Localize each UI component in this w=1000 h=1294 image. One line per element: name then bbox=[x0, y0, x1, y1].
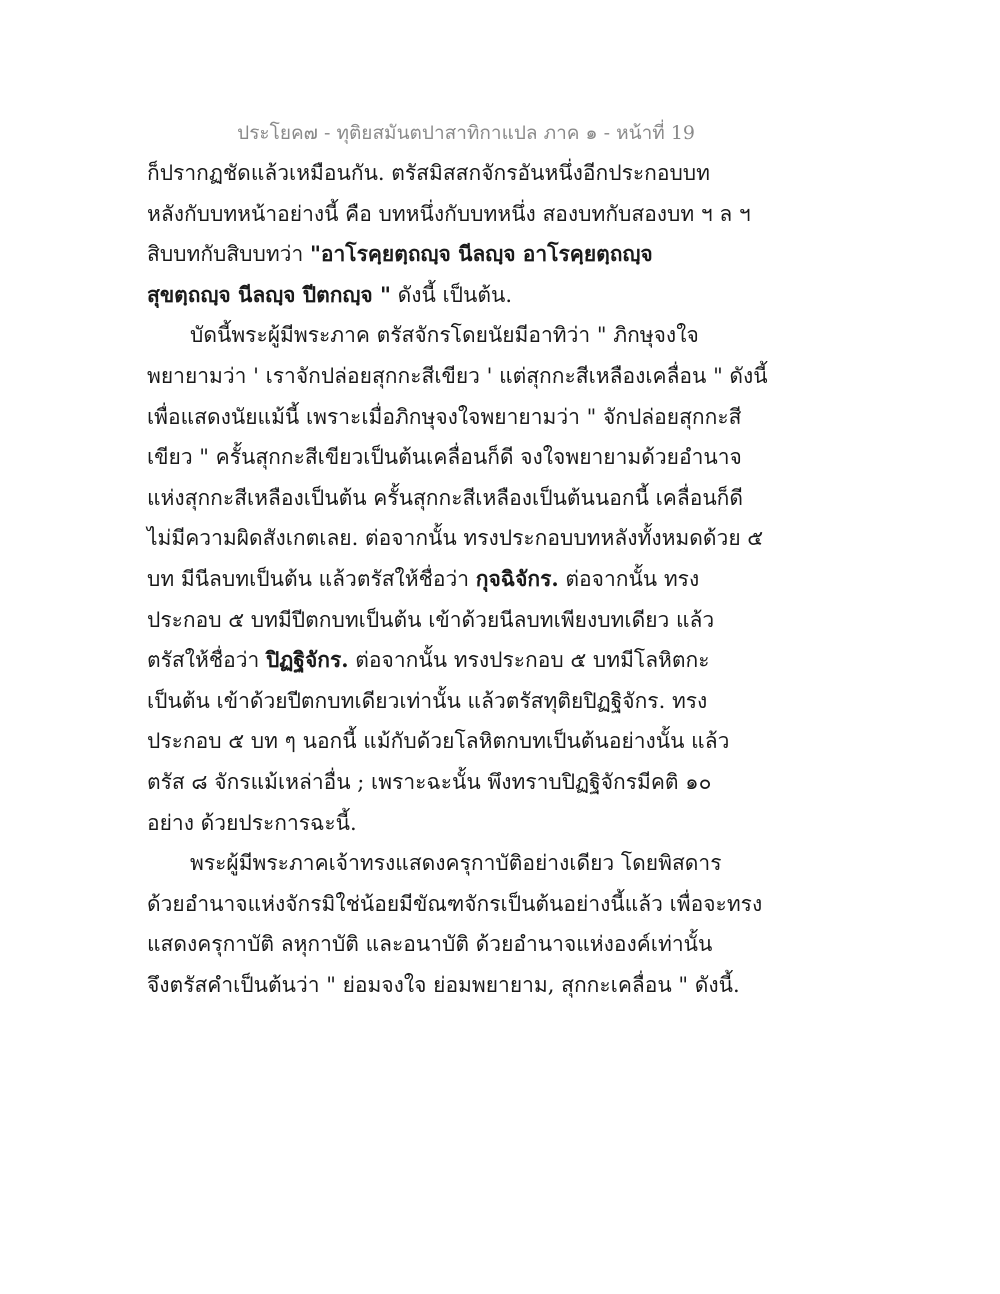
text-line bbox=[147, 808, 357, 840]
text-segment: แสดงครุกาบัติ ลหุกาบัติ และอนาบัติ ด้วยอำนาจแห่งองค์เท่านั้น bbox=[147, 932, 713, 956]
text-segment: สิบบทกับสิบบทว่า bbox=[147, 242, 310, 266]
text-segment: เขียว " ครั้นสุกกะสีเขียวเป็นต้นเคลื่อนก็ดี จงใจพยายามด้วยอำนาจ bbox=[147, 445, 742, 469]
bold-text-segment: "อาโรคฺยตฺถญฺจ นีลญฺจ อาโรคฺยตฺถญฺจ bbox=[309, 241, 653, 266]
text-line bbox=[147, 402, 741, 434]
text-segment: เป็นต้น เข้าด้วยปีตกบทเดียวเท่านั้น แล้วตรัสทุติยปิฏฐิจักร. ทรง bbox=[147, 689, 708, 713]
text-line bbox=[147, 523, 763, 555]
text-line bbox=[147, 280, 512, 312]
text-segment: ด้วยอำนาจแห่งจักรมิใช่น้อยมีขัณฑจักรเป็นต้นอย่างนี้แล้ว เพื่อจะทรง bbox=[147, 892, 763, 916]
text-segment: ต่อจากนั้น ทรง bbox=[558, 567, 700, 591]
text-segment: ดังนี้ เป็นต้น. bbox=[390, 283, 513, 307]
text-segment: ก็ปรากฏชัดแล้วเหมือนกัน. ตรัสมิสสกจักรอันหนึ่งอีกประกอบบท bbox=[147, 161, 710, 185]
text-line bbox=[147, 483, 743, 515]
text-line bbox=[147, 767, 711, 799]
text-line bbox=[147, 889, 762, 921]
text-segment: ตรัส ๘ จักรแม้เหล่าอื่น ; เพราะฉะนั้น พึงทราบปิฏฐิจักรมีคติ ๑๐ bbox=[147, 770, 712, 794]
text-segment: ต่อจากนั้น ทรงประกอบ ๕ บทมีโลหิตกะ bbox=[348, 648, 710, 672]
text-segment: จึงตรัสคำเป็นต้นว่า " ย่อมจงใจ ย่อมพยายาม, สุกกะเคลื่อน " ดังนี้. bbox=[147, 973, 740, 997]
text-segment: แห่งสุกกะสีเหลืองเป็นต้น ครั้นสุกกะสีเหลืองเป็นต้นนอกนี้ เคลื่อนก็ดี bbox=[147, 486, 744, 510]
text-segment: ประกอบ ๕ บทมีปีตกบทเป็นต้น เข้าด้วยนีลบทเพียงบทเดียว แล้ว bbox=[147, 608, 715, 632]
text-line bbox=[147, 645, 710, 677]
text-line bbox=[147, 361, 768, 393]
bold-text-segment: ปิฏฐิจักร. bbox=[265, 647, 349, 672]
text-line bbox=[147, 605, 714, 637]
text-line bbox=[147, 239, 653, 271]
text-line bbox=[190, 848, 721, 880]
text-line bbox=[147, 970, 740, 1002]
text-line bbox=[190, 320, 699, 352]
text-segment: พระผู้มีพระภาคเจ้าทรงแสดงครุกาบัติอย่างเดียว โดยพิสดาร bbox=[190, 851, 722, 875]
text-line bbox=[147, 442, 742, 474]
text-segment: บท มีนีลบทเป็นต้น แล้วตรัสให้ชื่อว่า bbox=[147, 567, 476, 591]
bold-text-segment: สุขตฺถญฺจ นีลญฺจ ปีตกญฺจ " bbox=[147, 282, 391, 307]
page-header: ประโยค๗ - ทุติยสมันตปาสาทิกาแปล ภาค ๑ - หน้าที่ 19 bbox=[237, 122, 695, 144]
text-segment: เพื่อแสดงนัยแม้นี้ เพราะเมื่อภิกษุจงใจพยายามว่า " จักปล่อยสุกกะสี bbox=[147, 405, 742, 429]
text-line bbox=[147, 158, 710, 190]
text-line bbox=[147, 929, 712, 961]
text-segment: อย่าง ด้วยประการฉะนี้. bbox=[147, 811, 357, 835]
text-segment: หลังกับบทหน้าอย่างนี้ คือ บทหนึ่งกับบทหนึ่ง สองบทกับสองบท ฯ ล ฯ bbox=[147, 202, 751, 226]
text-line bbox=[147, 564, 699, 596]
text-line bbox=[147, 726, 729, 758]
text-segment: บัดนี้พระผู้มีพระภาค ตรัสจักรโดยนัยมีอาทิว่า " ภิกษุจงใจ bbox=[190, 323, 699, 347]
text-segment: พยายามว่า ' เราจักปล่อยสุกกะสีเขียว ' แต่สุกกะสีเหลืองเคลื่อน " ดังนี้ bbox=[147, 364, 768, 388]
text-line bbox=[147, 199, 751, 231]
text-segment: ตรัสให้ชื่อว่า bbox=[147, 648, 266, 672]
text-segment: ประกอบ ๕ บท ๆ นอกนี้ แม้กับด้วยโลหิตกบทเป็นต้นอย่างนั้น แล้ว bbox=[147, 729, 730, 753]
bold-text-segment: กุจฉิจักร. bbox=[475, 566, 559, 591]
text-segment: ไม่มีความผิดสังเกตเลย. ต่อจากนั้น ทรงประกอบบทหลังทั้งหมดด้วย ๕ bbox=[147, 526, 764, 550]
text-line bbox=[147, 686, 707, 718]
